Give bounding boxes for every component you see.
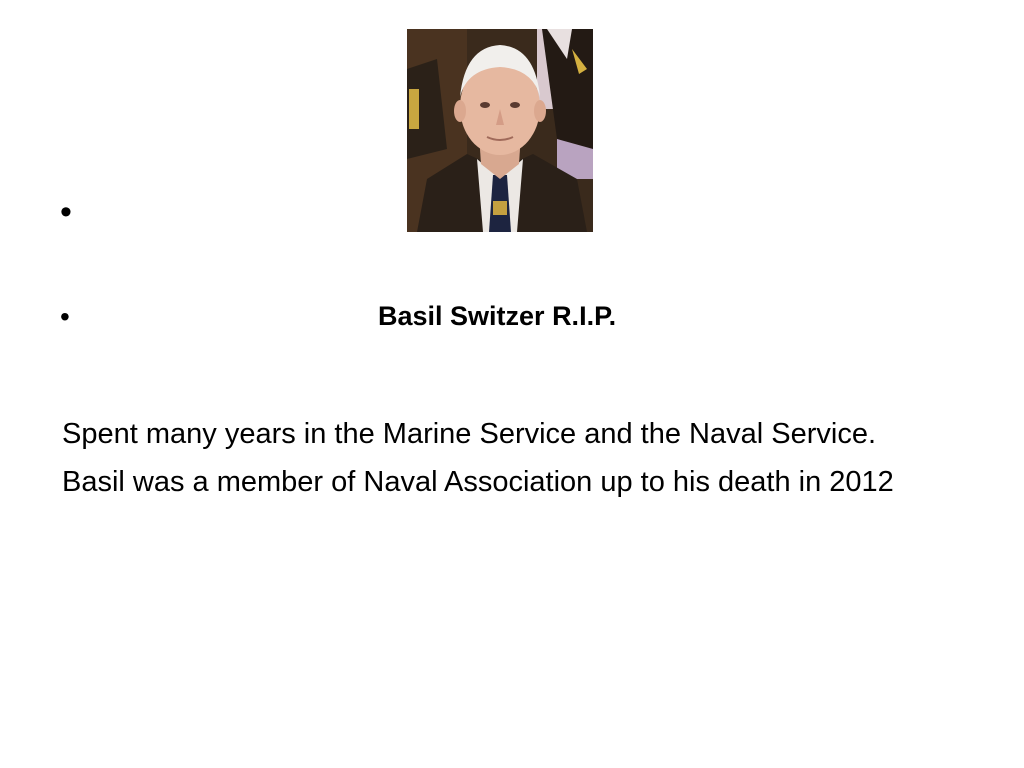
slide-title: Basil Switzer R.I.P. [378,301,617,331]
body-line: Spent many years in the Marine Service and the Naval Service. [62,418,877,450]
bullet-marker: • [60,301,70,332]
body-text [62,410,1002,506]
body-line: Basil was a member of Naval Association up to his death in 2012 [62,466,894,498]
portrait-photo [407,29,593,232]
bullet-marker: • [60,193,72,231]
